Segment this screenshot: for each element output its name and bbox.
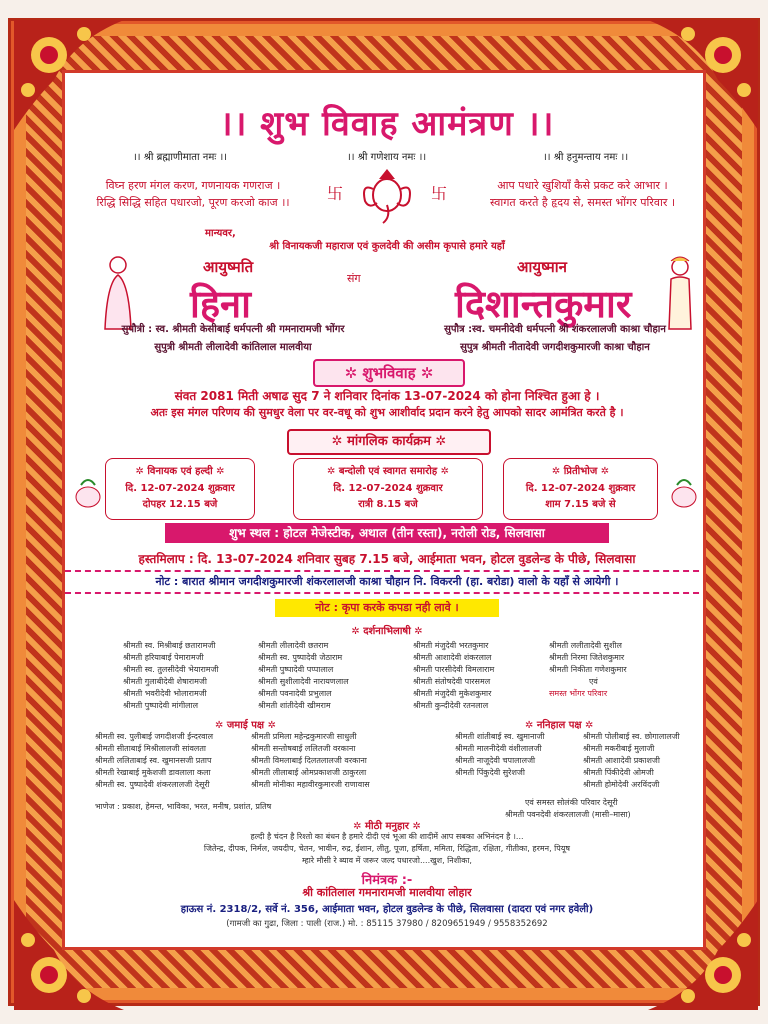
list-item: श्रीमती कुन्दीदेवी रतनलाल: [413, 701, 489, 710]
list-item: श्रीमती पिंकीदेवी ओमजी: [583, 768, 654, 777]
list-item: श्रीमती पारसीदेवी विमलाराम: [413, 665, 495, 674]
name-list: [583, 731, 680, 791]
nanihal-heading: ✲ ननिहाल पक्ष ✲: [525, 720, 594, 731]
bride-figure-icon: [97, 253, 139, 331]
shubh-vivah-banner: ✲ शुभविवाह ✲: [313, 359, 465, 387]
meethi-manuhar-heading: ✲ मीठी मनुहार ✲: [353, 821, 421, 832]
event-card: [293, 458, 483, 520]
list-item: श्रीमती स्व. पुलीबाई जगदीशजी ईन्दरवाल: [95, 732, 214, 741]
date-line: संवत 2081 मिती अषाढ सुद 7 ने शनिवार दिनांक 13-07-2024 को होना निश्चित हुआ हे ।: [174, 389, 600, 403]
list-item: श्रीमती मंजुदेवी मुकेशकुमार: [413, 689, 492, 698]
list-item: श्रीमती पिंकुदेवी सुरेशजी: [455, 768, 525, 777]
event-date: दि. 12-07-2024 शुक्रवार: [125, 483, 235, 494]
list-item: एवं समस्त सोलंकी परिवार देसूरी: [525, 798, 618, 807]
list-item: श्रीमती पवनदेवी शंकरलालजी (मासी–मासा): [505, 810, 631, 819]
event-time: दोपहर 12.15 बजे: [142, 499, 218, 510]
list-item: श्रीमती गुलाबीदेवी शेषारामजी: [123, 677, 207, 686]
list-item: समस्त भोंगर परिवार: [549, 689, 608, 698]
list-item: श्रीमती सीताबाई मिश्रीलालजी सांवलता: [95, 744, 206, 753]
list-item: श्रीमती स्व. पुष्पादेवी शंकरलालजी देसूरी: [95, 780, 210, 789]
baraat-note: नोट : बारात श्रीमान जगदीशकुमारजी शंकरलालजी काश्रा चौहान नि. विकरनी (हा. बरोडा) वालो के यहाँ से आयेगी ।: [65, 570, 706, 594]
name-list: [258, 640, 349, 712]
name-list: [549, 640, 627, 700]
mantra-left: ।। श्री ब्रह्माणीमाता नमः ।।: [133, 152, 228, 163]
list-item: श्रीमती स्व. तुलसीदेवी भेयारामजी: [123, 665, 219, 674]
mantra-center: ।। श्री गणेशाय नमः ।।: [347, 152, 427, 163]
venue-banner: शुभ स्थल : होटल मेजेस्टीक, अथाल (तीन रस्ता), नरोली रोड, सिलवासा: [165, 523, 609, 543]
event-name: ✲ प्रितीभोज ✲: [551, 466, 610, 477]
list-item: श्रीमती मकरीबाई मुलाजी: [583, 744, 655, 753]
list-item: श्रीमती स्व. मिश्रीबाई छतारामजी: [123, 641, 216, 650]
event-name: ✲ विनायक एवं हल्दी ✲: [135, 466, 225, 477]
list-item: श्रीमती भवरीदेवी भोलारामजी: [123, 689, 207, 698]
swastik-icon: 卐: [327, 184, 344, 203]
list-item: श्रीमती होमोदेवी अरविंदजी: [583, 780, 660, 789]
blessing-line: विघ्न हरण मंगल करण, गणनायक गणराज ।: [105, 179, 281, 192]
blessing-line: आप पधारे खुशियाँ कैसे प्रकट करे आभार ।: [497, 179, 668, 192]
list-item: एवं: [589, 677, 598, 686]
list-item: श्रीमती आशादेवी प्रकाशजी: [583, 756, 660, 765]
name-list: [251, 731, 370, 791]
list-item: श्रीमती पोलीबाई स्व. छोगालालजी: [583, 732, 680, 741]
list-item: श्रीमती मोनीका महावीरकुमारजी राणावास: [251, 780, 370, 789]
family-line: सुपुत्री श्रीमती लीलादेवी कांतिलाल मालवीया: [154, 342, 312, 353]
list-item: श्रीमती शांतीदेवी खीमराम: [258, 701, 331, 710]
list-item: श्रीमती निकीता गणेशकुमार: [549, 665, 627, 674]
verse-line: जितेन्द्र, दीपक, निर्मल, जयदीप, चेतन, भावीन, रुद्र, ईशान, लीतु, पूजा, हर्षिता, ममिता, रिद्धिता, रक्षिता, गीतीका, हरमन, पियूष: [203, 844, 571, 853]
list-item: श्रीमती संतोषदेवी पारसमल: [413, 677, 491, 686]
salutation: मान्यवर,: [205, 228, 236, 239]
hastmilap-line: हस्तमिलाप : दि. 13-07-2024 शनिवार सुबह 7.15 बजे, आईमाता भवन, होटल वुडलेन्ड के पीछे, सिलवासा: [138, 552, 636, 566]
list-item: श्रीमती पुष्पादेवी पप्पालाल: [258, 665, 334, 674]
jamai-heading: ✲ जमाई पक्ष ✲: [215, 720, 276, 731]
host-name: श्री कांतिलाल गमनारामजी मालवीया लोहार: [302, 886, 472, 899]
bride-family: [73, 321, 393, 357]
swastik-icon: 卐: [431, 184, 448, 203]
list-item: श्रीमती लीलाबाई ओमप्रकाशजी ठाकुरला: [251, 768, 367, 777]
host-contact: (गामजी का गुढा, जिला : पाली (राज.) मो. : 85115 37980 / 8209651949 / 9558352692: [226, 919, 548, 929]
clothing-note: नोट : कृपा करके कपडा नही लावे ।: [275, 599, 499, 617]
mantra-right: ।। श्री हनुमन्ताय नमः ।।: [543, 152, 629, 163]
content-panel: [62, 70, 706, 950]
event-time: रात्री 8.15 बजे: [358, 499, 418, 510]
darshanabhilashi-heading: ✲ दर्शनाभिलाषी ✲: [351, 626, 423, 637]
family-line: सुपौत्री : स्व. श्रीमती केसीबाई धर्मपत्नी श्री गमनारामजी भोंगर: [121, 324, 345, 335]
ganesh-icon: [347, 165, 427, 227]
name-list: [123, 640, 219, 712]
blessing-line: रिद्धि सिद्धि सहित पधारजो, पूरण करजो काज ।।: [96, 196, 290, 209]
groom-figure-icon: [659, 253, 701, 331]
bride-title: आयुष्मति: [203, 258, 254, 276]
event-date: दि. 12-07-2024 शुक्रवार: [525, 483, 636, 494]
bride-name: हिना: [190, 282, 251, 326]
name-list: [413, 640, 494, 712]
family-line: सुपौत्र :स्व. चमनीदेवी धर्मपत्नी श्री शंकरलालजी काश्रा चौहान: [444, 324, 666, 335]
list-item: श्रीमती पुष्पादेवी मांगीलाल: [123, 701, 199, 710]
meethi-manuhar-text: [105, 831, 669, 867]
list-item: श्रीमती सुशीलादेवी नारायणलाल: [258, 677, 349, 686]
name-list: [455, 731, 545, 779]
host-heading: निमंत्रक :-: [361, 873, 413, 888]
list-item: श्रीमती मालनीदेवी वंशीलालजी: [455, 744, 542, 753]
host-address: हाऊस नं. 2318/2, सर्वे नं. 356, आईमाता भवन, होटल वुडलेन्ड के पीछे, सिलवासा (दादरा एवं नगर हवेली): [180, 904, 594, 915]
invitation-text: अतः इस मंगल परिणय की सुमधुर वेला पर वर-वधू को शुभ आशीर्वाद प्रदान करने हेतु आपको सादर आमंत्रित करते है ।: [150, 406, 624, 419]
list-item: श्रीमती स्व. पुष्पादेवी जेठाराम: [258, 653, 343, 662]
list-item: श्रीमती निरमा जितेशकुमार: [549, 653, 625, 662]
family-line: सुपुत्र श्रीमती नीतादेवी जगदीशकुमारजी काश्रा चौहान: [460, 342, 650, 353]
list-item: श्रीमती सन्तोषबाई ललितजी वरकाना: [251, 744, 356, 753]
verse-line: हल्दी है चंदन है रिश्तो का बंधन है हमारे दीदी एवं भूआ की शादीमें आप सबका अभिनंदन है ।...: [250, 832, 524, 841]
list-item: श्रीमती पवनादेवी प्रभुलाल: [258, 689, 332, 698]
list-item: श्रीमती रेखाबाई मुकेशजी डावलाला कला: [95, 768, 211, 777]
blessing-left: [73, 177, 313, 211]
list-item: श्रीमती आशादेवी शंकरलाल: [413, 653, 492, 662]
event-card: [503, 458, 658, 520]
list-item: श्रीमती ललिताबाई स्व. खुमानसजी प्रताप: [95, 756, 212, 765]
blessing-line: स्वागत करते है हृदय से, समस्त भोंगर परिवार ।: [489, 196, 675, 209]
kalash-icon: [73, 471, 103, 509]
event-card: [105, 458, 255, 520]
list-item: श्रीमती मंजुदेवी भरतकुमार: [413, 641, 489, 650]
list-item: श्रीमती नाजूदेवी चपालालजी: [455, 756, 536, 765]
list-item: श्रीमती शांतीबाई स्व. खुमानाजी: [455, 732, 545, 741]
list-item: श्रीमती विमलाबाई दिलतलालजी वरकाना: [251, 756, 367, 765]
event-name: ✲ बन्दोली एवं स्वागत समारोह ✲: [326, 466, 449, 477]
groom-name: दिशान्तकुमार: [455, 282, 632, 326]
list-item: श्रीमती प्रमिला महेन्द्रकुमारजी साधुली: [251, 732, 357, 741]
list-item: श्रीमती हरियाबाई पेमारामजी: [123, 653, 204, 662]
bhanje-line: भाणेज : प्रकाश, हेमन्त, भाविका, भरत, मनीष, प्रशांत, प्रतिष: [95, 802, 272, 811]
invite-line: श्री विनायकजी महाराज एवं कुलदेवी की असीम कृपासे हमारे यहाँ: [269, 241, 505, 252]
page-title: ।। शुभ विवाह आमंत्रण ।।: [219, 104, 555, 144]
event-date: दि. 12-07-2024 शुक्रवार: [333, 483, 443, 494]
program-heading: ✲ मांगलिक कार्यक्रम ✲: [287, 429, 491, 455]
list-item: श्रीमती लीलादेवी छतराम: [258, 641, 329, 650]
event-time: शाम 7.15 बजे से: [545, 499, 616, 510]
blessing-right: [460, 177, 705, 211]
groom-title: आयुष्मान: [517, 258, 567, 276]
connector-text: संग: [347, 272, 361, 285]
kalash-icon: [669, 471, 699, 509]
list-item: श्रीमती ललीतादेवी सुशील: [549, 641, 622, 650]
verse-line: म्हारे मौसी रे ब्याव में जरूर जल्द पधारजो....खुश, निशीका,: [302, 856, 472, 865]
groom-family: [405, 321, 705, 357]
name-list: [95, 731, 213, 791]
